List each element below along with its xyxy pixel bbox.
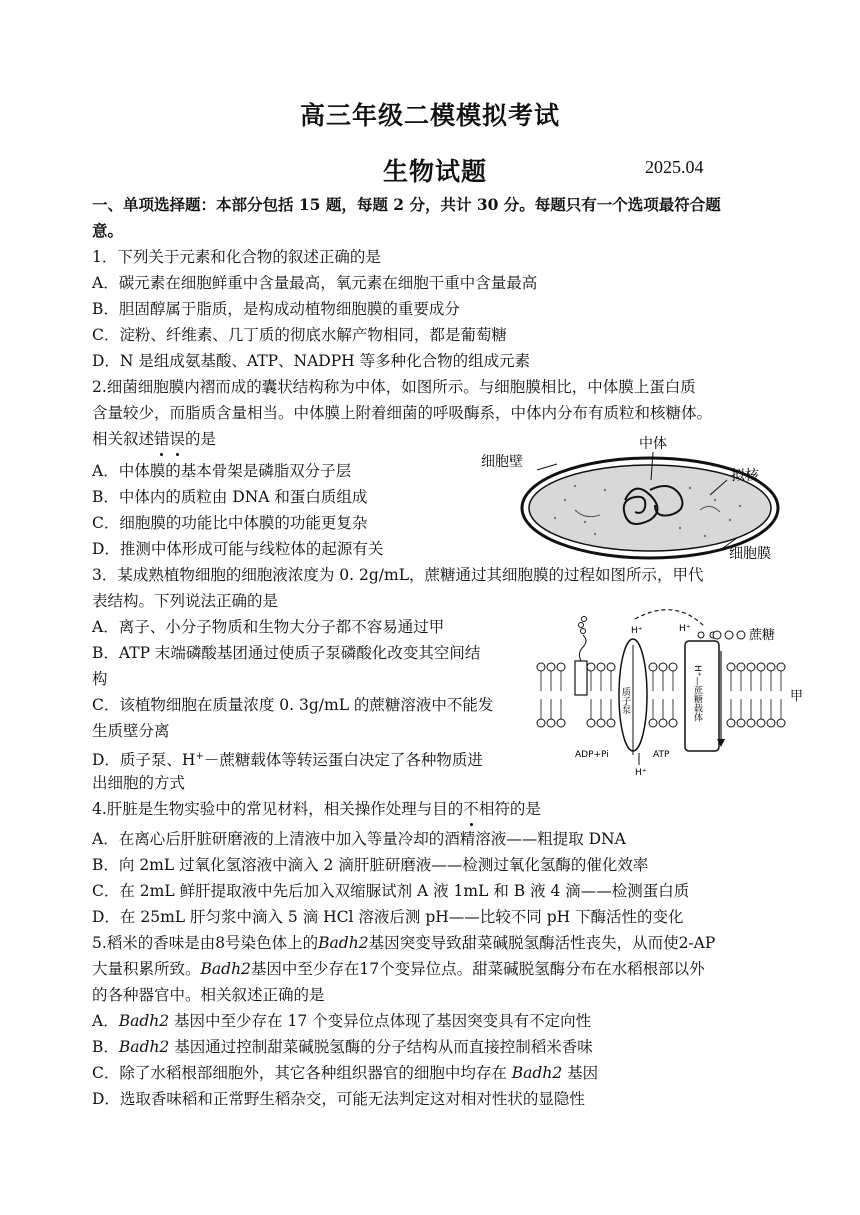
exam-date: 2025.04	[645, 157, 704, 177]
label-h-top-right: H⁺	[679, 624, 691, 634]
q2-stem-line2: 含量较少，而脂质含量相当。中体膜上附着细菌的呼吸酶系，中体内分布有质粒和核糖体。	[92, 404, 713, 422]
q2-stem-line3: 相关叙述错误的是	[92, 430, 217, 448]
q4-stem: 4.肝脏是生物实验中的常见材料，相关操作处理与目的不相符的是	[92, 800, 541, 818]
q3-option-b-line2: 构	[92, 670, 108, 688]
q3-option-c-line1: C．该植物细胞在质量浓度 0. 3g/mL 的蔗糖溶液中不能发	[92, 696, 494, 714]
q2-stem-line1: 2.细菌细胞膜内褶而成的囊状结构称为中体，如图所示。与细胞膜相比，中体膜上蛋白质	[92, 378, 696, 396]
label-proton-pump: 质子泵	[620, 687, 630, 714]
section-instructions: 一、单项选择题：本部分包括 15 题，每题 2 分，共计 30 分。每题只有一个选项最符合题	[92, 195, 721, 214]
q4-option-c: C．在 2mL 鲜肝提取液中先后加入双缩脲试剂 A 液 1mL 和 B 液 4 滴——检测蛋白质	[92, 882, 690, 900]
label-jia: 甲	[790, 689, 804, 704]
label-adp-pi: ADP+Pi	[575, 750, 609, 760]
exam-subtitle: 生物试题	[383, 157, 488, 186]
q3-option-c-line2: 生质壁分离	[92, 722, 170, 740]
gene-name: Badh2	[118, 1012, 170, 1030]
q3-option-d-line1: D．质子泵、H+－蔗糖载体等转运蛋白决定了各种物质进	[92, 751, 483, 770]
q3-stem-line1: 3．某成熟植物细胞的细胞液浓度为 0. 2g/mL，蔗糖通过其细胞膜的过程如图所示，甲代	[92, 566, 704, 584]
q3-stem-line2: 表结构。下列说法正确的是	[92, 592, 279, 610]
q2-option-c: C．细胞膜的功能比中体膜的功能更复杂	[92, 514, 368, 532]
label-h-bottom: H⁺	[635, 768, 647, 778]
q4-option-a: A．在离心后肝脏研磨液的上清液中加入等量冷却的酒精溶液——粗提取 DNA	[92, 830, 626, 848]
q4-option-d: D．在 25mL 肝匀浆中滴入 5 滴 HCl 溶液后测 pH——比较不同 pH 下酶活性的变化	[92, 908, 684, 926]
emphasis-char: 错	[154, 430, 170, 448]
exam-title: 高三年级二模模拟考试	[299, 101, 560, 130]
label-nucleoid: 拟核	[731, 468, 759, 484]
q2-option-a: A．中体膜的基本骨架是磷脂双分子层	[92, 462, 352, 480]
q5-option-b: B．Badh2 基因通过控制甜菜碱脱氢酶的分子结构从而直接控制稻米香味	[92, 1038, 593, 1056]
label-cell-membrane: 细胞膜	[729, 546, 771, 562]
gene-name: Badh2	[118, 1038, 170, 1056]
gene-name: Badh2	[511, 1064, 563, 1082]
q1-option-d: D．N 是组成氨基酸、ATP、NADPH 等多种化合物的组成元素	[92, 352, 531, 370]
q1-option-b: B．胆固醇属于脂质，是构成动植物细胞膜的重要成分	[92, 300, 460, 318]
q2-option-d: D．推测中体形成可能与线粒体的起源有关	[92, 540, 384, 558]
q4-option-b: B．向 2mL 过氧化氢溶液中滴入 2 滴肝脏研磨液——检测过氧化氢酶的催化效率	[92, 856, 649, 874]
membrane-transport-diagram	[535, 605, 805, 780]
label-atp: ATP	[653, 750, 670, 760]
q5-stem-line3: 的各种器官中。相关叙述正确的是	[92, 986, 325, 1004]
label-sucrose: 蔗糖	[749, 628, 776, 643]
q5-option-a: A．Badh2 基因中至少存在 17 个变异位点体现了基因突变具有不定向性	[92, 1012, 592, 1030]
emphasis-char: 不	[463, 800, 479, 818]
label-cell-wall: 细胞壁	[481, 454, 523, 470]
label-h-top-left: H⁺	[631, 626, 643, 636]
gene-name: Badh2	[200, 960, 251, 978]
label-carrier: H⁺—蔗糖载体	[692, 665, 702, 722]
q5-stem-line1: 5.稻米的香味是由8号染色体上的Badh2基因突变导致甜菜碱脱氢酶活性丧失，从而使2-AP	[92, 934, 716, 952]
q5-option-c: C．除了水稻根部细胞外，其它各种组织器官的细胞中均存在 Badh2 基因	[92, 1064, 599, 1082]
q1-stem: 1．下列关于元素和化合物的叙述正确的是	[92, 248, 381, 266]
q5-stem-line2: 大量积累所致。Badh2基因中至少存在17个变异位点。甜菜碱脱氢酶分布在水稻根部以外	[92, 960, 705, 978]
q3-option-d-line2: 出细胞的方式	[92, 774, 186, 792]
q2-option-b: B．中体内的质粒由 DNA 和蛋白质组成	[92, 488, 368, 506]
emphasis-char: 误	[169, 430, 186, 448]
q5-option-d: D．选取香味稻和正常野生稻杂交，可能无法判定这对相对性状的显隐性	[92, 1090, 585, 1108]
q3-option-b-line1: B．ATP 末端磷酸基团通过使质子泵磷酸化改变其空间结	[92, 644, 481, 662]
q3-option-a: A．离子、小分子物质和生物大分子都不容易通过甲	[92, 618, 445, 636]
label-mesosome: 中体	[639, 436, 667, 452]
q1-option-a: A．碳元素在细胞鲜重中含量最高，氧元素在细胞干重中含量最高	[92, 274, 538, 292]
q1-option-c: C．淀粉、纤维素、几丁质的彻底水解产物相同，都是葡萄糖	[92, 326, 507, 344]
bacterium-diagram	[475, 430, 805, 565]
section-instructions-cont: 意。	[92, 221, 124, 240]
gene-name: Badh2	[318, 934, 369, 952]
